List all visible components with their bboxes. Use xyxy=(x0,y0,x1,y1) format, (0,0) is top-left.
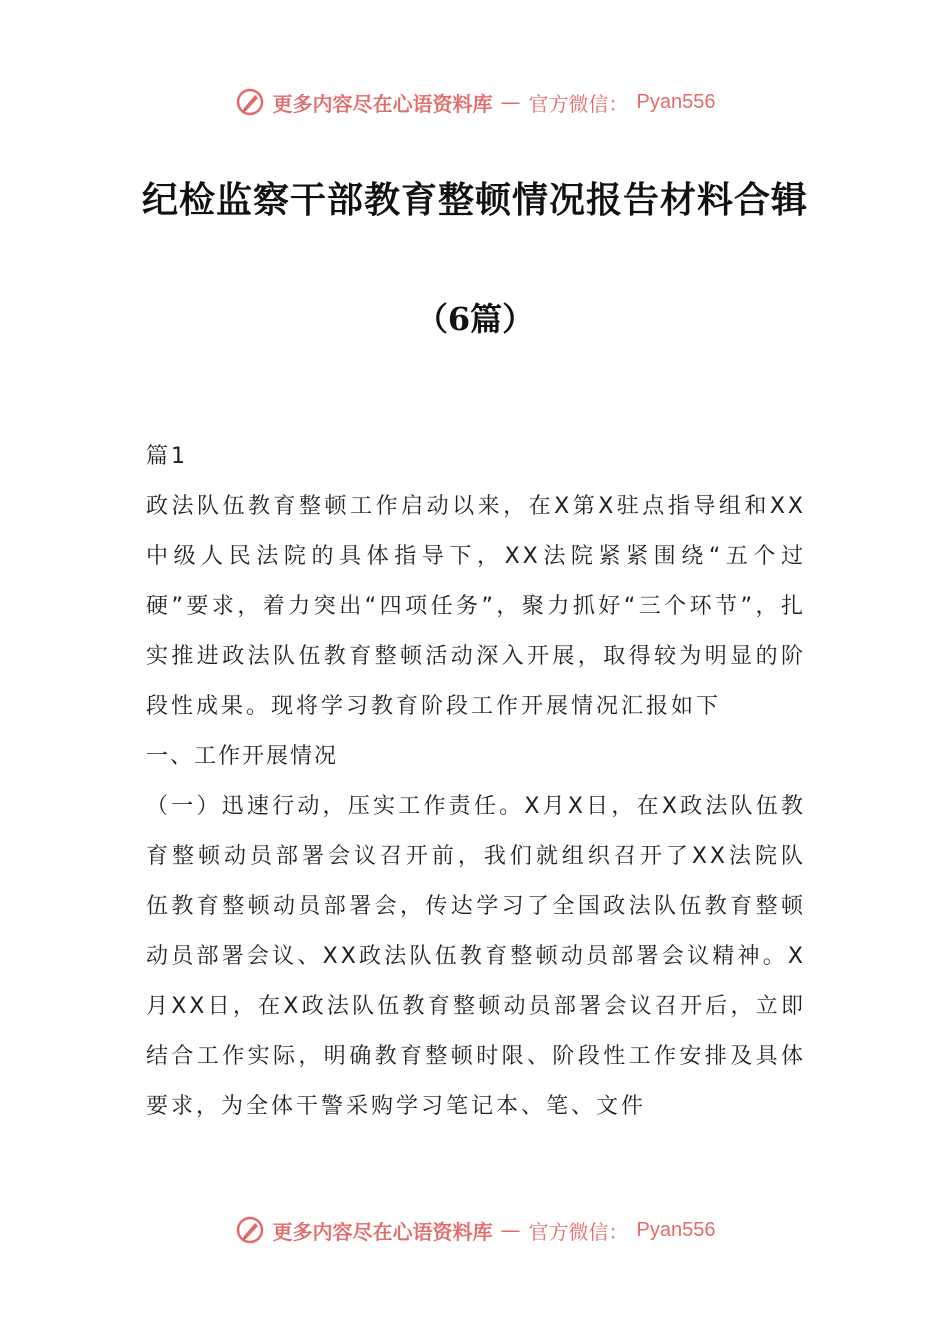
watermark-official-text: 官方微信： xyxy=(528,91,629,116)
pen-circle-logo-icon xyxy=(235,1215,265,1245)
watermark-separator: — xyxy=(500,1218,521,1242)
watermark-id-text: Pyan556 xyxy=(636,90,716,113)
paragraph-work-progress: （一）迅速行动，压实工作责任。X月X日，在X政法队伍教育整顿动员部署会议召开前，我们就组织召开了XX法院队伍教育整顿动员部署会，传达学习了全国政法队伍教育整顿动员部署会议、XX政法队伍教育整顿动员部署会议精神。X月XX日，在X政法队伍教育整顿动员部署会议召开后，立即结合工作实际，明确教育整顿时限、阶段性工作安排及具体要求，为全体干警采购学习笔记本、笔、文件 xyxy=(146,794,806,1119)
watermark-footer xyxy=(0,1210,950,1250)
watermark-official-text: 官方微信： xyxy=(528,1219,629,1244)
section-heading: 一、工作开展情况 xyxy=(146,744,339,769)
document-title: 纪检监察干部教育整顿情况报告材料合辑 xyxy=(141,179,808,221)
watermark-header xyxy=(0,82,950,122)
paragraph-intro: 政法队伍教育整顿工作启动以来，在X第X驻点指导组和XX中级人民法院的具体指导下，XX法院紧紧围绕“五个过硬”要求，着力突出“四项任务”，聚力抓好“三个环节”，扎实推进政法队伍教育整顿活动深入开展，取得较为明显的阶段性成果。现将学习教育阶段工作开展情况汇报如下 xyxy=(146,494,806,719)
watermark-id-text: Pyan556 xyxy=(636,1218,716,1241)
section-label: 篇1 xyxy=(146,444,188,469)
watermark-main-text: 更多内容尽在心语资料库 xyxy=(272,1219,493,1244)
document-subtitle: （6篇） xyxy=(415,300,535,338)
watermark-main-text: 更多内容尽在心语资料库 xyxy=(272,91,493,116)
pen-circle-logo-icon xyxy=(235,87,265,117)
watermark-separator: — xyxy=(500,90,521,114)
document-body xyxy=(146,432,806,1132)
